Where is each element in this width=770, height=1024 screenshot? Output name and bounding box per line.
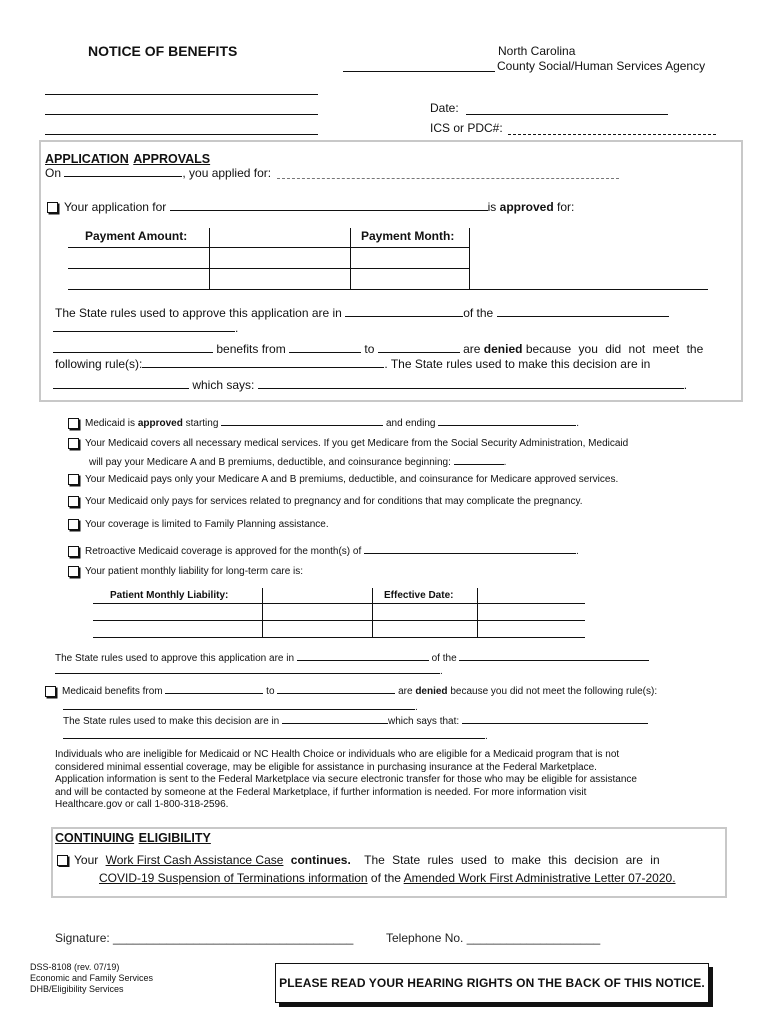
hearing-rights-text: PLEASE READ YOUR HEARING RIGHTS ON THE BACK OF THIS NOTICE. xyxy=(279,976,705,990)
ics-field[interactable] xyxy=(508,134,716,135)
checkbox-icon[interactable] xyxy=(68,519,79,530)
address-line-1[interactable] xyxy=(45,94,318,95)
table-row xyxy=(68,268,469,269)
work-first-option: Your Work First Cash Assistance Case continues. The State rules used to make this decision are in xyxy=(57,853,725,867)
medicaid-denial-option: Medicaid benefits from to are denied because you did not meet the following rule(s): xyxy=(45,682,657,697)
state-label: North Carolina xyxy=(498,44,576,58)
applied-for-field[interactable] xyxy=(277,178,619,179)
checkbox-icon[interactable] xyxy=(68,438,79,449)
medicaid-state-rules-line: The State rules used to approve this application are in of the xyxy=(55,649,649,664)
medicaid-liability-option: Your patient monthly liability for long-term care is: xyxy=(68,566,303,577)
telephone-field[interactable]: Telephone No. ____________________ xyxy=(386,931,601,945)
checkbox-icon[interactable] xyxy=(57,855,68,866)
medicaid-covers-all-option: Your Medicaid covers all necessary medical services. If you get Medicare from the Social Security Administration, Medicaid xyxy=(68,438,738,449)
medicaid-decision-line: The State rules used to make this decision are in which says that: xyxy=(63,712,648,727)
form-info: DSS-8108 (rev. 07/19) Economic and Family Services DHB/Eligibility Services xyxy=(30,962,154,994)
medicaid-retroactive-option: Retroactive Medicaid coverage is approved for the month(s) of . xyxy=(68,542,579,557)
signature-field[interactable]: Signature: ____________________________________ xyxy=(55,931,354,945)
payment-month-header: Payment Month: xyxy=(361,229,455,243)
medicaid-denial-line-2: . xyxy=(63,698,418,713)
medicaid-family-planning-option: Your coverage is limited to Family Planning assistance. xyxy=(68,519,329,530)
application-for-line: Your application for is approved for: xyxy=(47,199,574,214)
address-line-3[interactable] xyxy=(45,134,318,135)
checkbox-icon[interactable] xyxy=(47,202,58,213)
table-row xyxy=(93,603,585,604)
table-divider xyxy=(262,588,263,637)
table-divider xyxy=(350,228,351,290)
continuing-title: CONTINUING ELIGIBILITY xyxy=(55,831,211,845)
marketplace-disclaimer: Individuals who are ineligible for Medicaid or NC Health Choice or individuals who are eligible for a Medicaid program that is not considered minimal essential coverage, may be eligible for assistance in purchasing insurance at the Federal Marketplace. Application information is sent to the Federal Marketplace via secure electronic transfer for those who may be eligible for assistance and will be contacted by someone at the Federal Marketplace, if further information is needed. For more information visit Healthcare.gov or call 1-800-318-2596. xyxy=(55,749,637,810)
denial-rules-line: following rule(s): . The State rules used to make this decision are in xyxy=(55,357,651,371)
medicaid-state-rules-line-2: . xyxy=(55,662,443,677)
applied-line: On , you applied for: xyxy=(45,166,272,180)
medicaid-approved-option: Medicaid is approved starting and ending . xyxy=(68,414,579,429)
payment-amount-header: Payment Amount: xyxy=(85,229,188,243)
ics-label: ICS or PDC#: xyxy=(430,121,503,135)
checkbox-icon[interactable] xyxy=(68,418,79,429)
table-divider xyxy=(477,588,478,637)
checkbox-icon[interactable] xyxy=(68,474,79,485)
table-row xyxy=(93,637,585,638)
checkbox-icon[interactable] xyxy=(68,566,79,577)
denial-line: benefits from to are denied because you did not meet the xyxy=(53,341,725,356)
checkbox-icon[interactable] xyxy=(45,686,56,697)
medicaid-pregnancy-option: Your Medicaid only pays for services related to pregnancy and for conditions that may complicate the pregnancy. xyxy=(68,496,583,507)
table-row xyxy=(68,289,708,290)
state-rules-line: The State rules used to approve this application are in of the xyxy=(55,305,669,320)
application-title: APPLICATION APPROVALS xyxy=(45,152,211,166)
hearing-rights-notice xyxy=(275,963,709,1003)
county-field[interactable] xyxy=(343,71,495,72)
agency-label: County Social/Human Services Agency xyxy=(497,59,706,73)
table-divider xyxy=(372,588,373,637)
state-rules-line-2: . xyxy=(53,320,238,335)
medicaid-decision-line-2: . xyxy=(63,727,488,742)
address-line-2[interactable] xyxy=(45,114,318,115)
covid-line: COVID-19 Suspension of Terminations information of the Amended Work First Administrative Letter 07-2020. xyxy=(99,871,676,885)
page-title: NOTICE OF BENEFITS xyxy=(88,43,238,59)
pml-header: Patient Monthly Liability: xyxy=(110,590,229,601)
table-row xyxy=(68,247,469,248)
medicaid-covers-all-line2: will pay your Medicare A and B premiums, deductible, and coinsurance beginning: . xyxy=(89,453,506,468)
effective-date-header: Effective Date: xyxy=(384,590,454,601)
table-divider xyxy=(469,228,470,290)
date-label: Date: xyxy=(430,101,459,115)
table-row xyxy=(93,620,585,621)
checkbox-icon[interactable] xyxy=(68,546,79,557)
table-divider xyxy=(209,228,210,290)
which-says-line: which says: . xyxy=(53,377,687,392)
date-field[interactable] xyxy=(466,114,668,115)
medicaid-pays-only-option: Your Medicaid pays only your Medicare A and B premiums, deductible, and coinsurance for Medicare approved services. xyxy=(68,474,618,485)
checkbox-icon[interactable] xyxy=(68,496,79,507)
